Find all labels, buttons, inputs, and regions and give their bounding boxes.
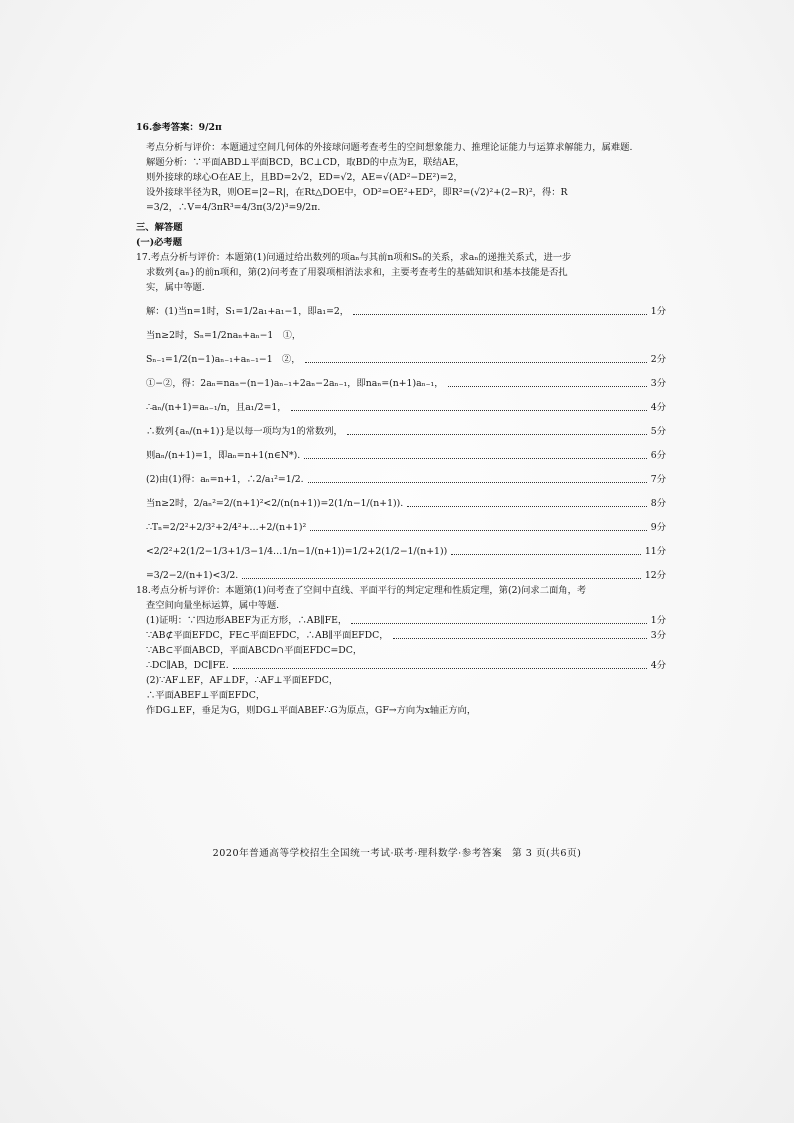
score-points: 9分 [650,522,666,533]
q17-line [136,376,666,391]
q17-line [136,328,666,343]
q16-block [136,120,666,215]
dot-leader [448,386,647,387]
score-points: 2分 [650,354,666,365]
q17-line [136,544,666,559]
q18-line [136,613,666,628]
q17-line-text: =3/2−2/(n+1)<3/2. [146,570,239,581]
q16-analysis: 考点分析与评价：本题通过空间几何体的外接球问题考查考生的空间想象能力、推理论证能力与运算求解能力，属难题. [146,142,633,153]
dot-leader [233,668,647,669]
score-points: 4分 [650,402,666,413]
q16-solution-line-1: 解题分析：∵平面ABD⊥平面BCD，BC⊥CD，取BD的中点为E，联结AE， [146,157,465,168]
score-points: 6分 [650,450,666,461]
q16-solution-line-4: =3/2，∴V=4/3πR³=4/3π(3/2)³=9/2π. [146,202,321,213]
q17-line [136,424,666,439]
q17-solution-lines [136,304,666,583]
q17-line-text: 则aₙ/(n+1)=1，即aₙ=n+1(n∈N*). [146,450,301,461]
dot-leader [351,623,647,624]
page-footer: 2020年普通高等学校招生全国统一考试·联考·理科数学·参考答案 第 3 页(共6页) [212,848,582,859]
q17-line-text: 当n≥2时，Sₙ=1/2naₙ+aₙ−1 ①， [146,330,302,341]
q18-line-text: ∴平面ABEF⊥平面EFDC， [146,690,266,701]
q17-block [136,250,666,583]
q17-line-text: ∴aₙ/(n+1)=aₙ₋₁/n，且a₁/2=1， [146,402,287,413]
q18-line [136,688,666,703]
score-points: 3分 [650,378,666,389]
q17-analysis-line-3: 实，属中等题. [146,282,205,293]
q18-line-text: (2)∵AF⊥EF，AF⊥DF，∴AF⊥平面EFDC， [146,675,339,686]
q16-title: 16.参考答案：9/2π [136,122,222,133]
q16-solution-line-2: 则外接球的球心O在AE上，且BD=2√2，ED=√2，AE=√(AD²−DE²)=2， [146,172,463,183]
q16-solution-line-3: 设外接球半径为R，则OE=|2−R|，在Rt△DOE中，OD²=OE²+ED²，即R²=(√2)²+(2−R)²，得：R [146,187,568,198]
q18-line [136,658,666,673]
q17-analysis-line-2: 求数列{aₙ}的前n项和，第(2)问考查了用裂项相消法求和，主要考查考生的基础知识和基本技能是否扎 [146,267,568,278]
dot-leader [304,458,647,459]
score-points: 11分 [644,546,666,557]
score-points: 7分 [650,474,666,485]
score-points: 8分 [650,498,666,509]
q17-analysis-line-1: 17.考点分析与评价：本题第(1)问通过给出数列的项aₙ与其前n项和Sₙ的关系，求aₙ的递推关系式，进一步 [136,252,572,263]
q17-line-text: 当n≥2时，2/aₙ²=2/(n+1)²<2/(n(n+1))=2(1/n−1/(n+1)). [146,498,404,509]
q18-line [136,643,666,658]
dot-leader [347,434,647,435]
score-points: 1分 [650,615,666,626]
dot-leader [242,578,641,579]
score-points: 5分 [650,426,666,437]
dot-leader [353,314,647,315]
dot-leader [393,638,647,639]
score-points: 4分 [650,660,666,671]
q18-line [136,703,666,718]
q18-analysis-line-2: 查空间向量坐标运算，属中等题. [146,600,280,611]
q18-line [136,628,666,643]
q18-block [136,583,666,718]
q17-line-text: ∴Tₙ=2/2²+2/3²+2/4²+…+2/(n+1)² [146,522,307,533]
q18-solution-lines [136,613,666,718]
score-points: 1分 [650,306,666,317]
dot-leader [291,410,647,411]
q18-line-text: ∴DC∥AB，DC∥FE. [146,660,229,671]
section-title: 三、解答题 [136,222,183,233]
q18-line-text: (1)证明：∵四边形ABEF为正方形，∴AB∥FE， [146,615,348,626]
q17-line [136,520,666,535]
dot-leader [308,482,647,483]
q17-line [136,400,666,415]
q17-line [136,448,666,463]
q18-analysis-line-1: 18.考点分析与评价：本题第(1)问考查了空间中直线、平面平行的判定定理和性质定理，第(2)问求二面角，考 [136,585,587,596]
score-points: 12分 [644,570,666,581]
dot-leader [310,530,647,531]
q18-line [136,673,666,688]
dot-leader [305,362,647,363]
answer-content [136,120,666,718]
q17-line [136,304,666,319]
q17-line-text: <2/2²+2(1/2−1/3+1/3−1/4…1/n−1/(n+1))=1/2+2(1/2−1/(n+1)) [146,546,448,557]
q17-line-text: 解：(1)当n=1时，S₁=1/2a₁+a₁−1，即a₁=2， [146,306,350,317]
q18-line-text: ∵AB⊄平面EFDC，FE⊂平面EFDC，∴AB∥平面EFDC， [146,630,389,641]
section-subtitle: (一)必考题 [136,237,182,248]
score-points: 3分 [650,630,666,641]
q17-line [136,352,666,367]
q17-line-text: ①−②，得：2aₙ=naₙ−(n−1)aₙ₋₁+2aₙ−2aₙ₋₁，即naₙ=(n+1)aₙ₋₁， [146,378,444,389]
dot-leader [451,554,641,555]
q17-line [136,496,666,511]
q17-line [136,568,666,583]
q17-line [136,472,666,487]
q17-line-text: (2)由(1)得：aₙ=n+1，∴2/a₁²=1/2. [146,474,304,485]
q18-line-text: ∵AB⊂平面ABCD，平面ABCD∩平面EFDC=DC， [146,645,363,656]
q17-line-text: ∴数列{aₙ/(n+1)}是以每一项均为1的常数列， [146,426,343,437]
dot-leader [407,506,647,507]
q18-line-text: 作DG⊥EF，垂足为G，则DG⊥平面ABEF∴G为原点，GF→方向为x轴正方向， [146,705,477,716]
q17-line-text: Sₙ₋₁=1/2(n−1)aₙ₋₁+aₙ₋₁−1 ②， [146,354,301,365]
